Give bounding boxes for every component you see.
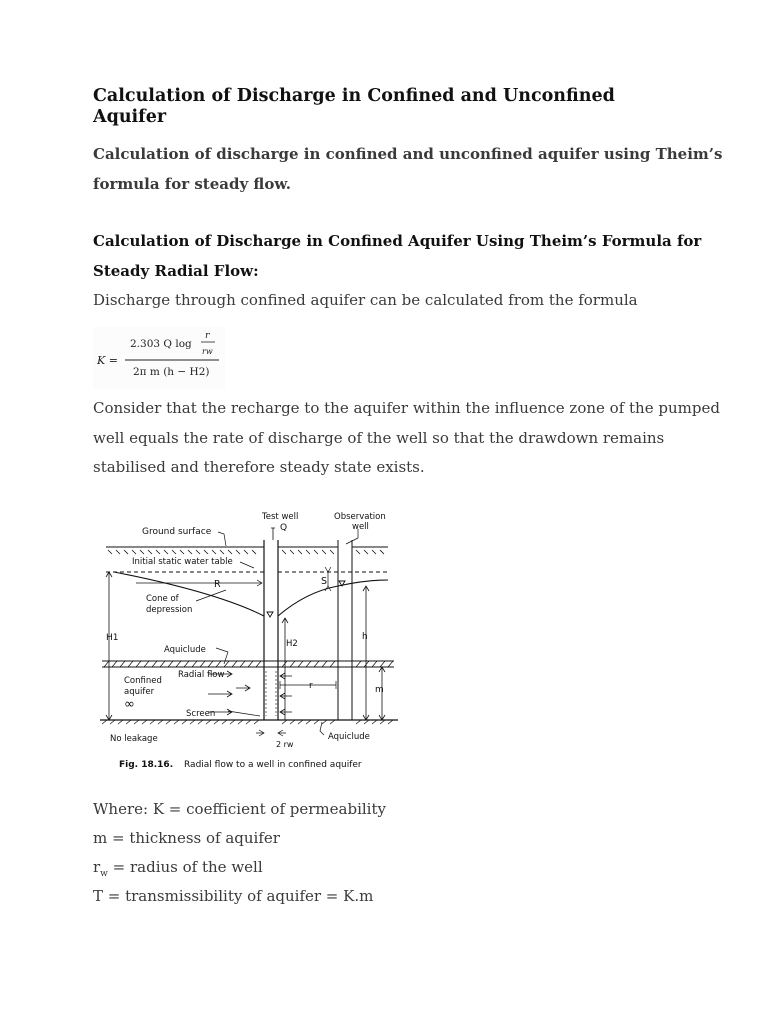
label-test-well: Test well: [262, 512, 299, 522]
label-m: m: [375, 685, 384, 695]
where-rw-sub: w: [100, 869, 108, 879]
label-h: h: [362, 632, 368, 642]
label-confined-1: Confined: [124, 676, 162, 686]
label-q: Q: [280, 523, 288, 533]
intro-text: Discharge through confined aquifer can be calculated from the formula: [93, 291, 638, 309]
label-s: S: [321, 576, 328, 587]
label-observation-1: Observation: [334, 512, 386, 522]
label-h1: H1: [106, 633, 119, 643]
body-text: Consider that the recharge to the aquifer within the influence zone of the pumped well equals the rate of discharge of the well so that the drawdown remains stabilised and therefore steady state exists.: [93, 399, 720, 476]
section-heading: Calculation of Discharge in Confined Aquifer Using Theim’s Formula for Steady Radial Flow:: [93, 232, 702, 280]
label-screen: Screen: [186, 709, 216, 719]
formula-denominator: 2π m (h − H2): [133, 366, 210, 378]
where-m: m = thickness of aquifer: [93, 829, 280, 847]
where-rw-prefix: r: [93, 858, 101, 876]
label-r-big: R: [214, 579, 221, 590]
label-radial-flow: Radial flow: [178, 670, 225, 680]
where-t: T = transmissibility of aquifer = K.m: [93, 887, 374, 905]
label-two-rw: 2 rw: [276, 740, 294, 749]
formula-numerator: 2.303 Q log: [130, 338, 192, 350]
where-rw-rest: = radius of the well: [107, 858, 263, 876]
where-rw: [93, 858, 263, 879]
subtitle: Calculation of discharge in confined and unconfined aquifer using Theim’s formula for steady flow.: [93, 145, 723, 193]
infinity-icon: ∞: [124, 697, 135, 712]
label-cone-2: depression: [146, 605, 193, 615]
radial-flow-figure: [96, 506, 406, 774]
figure-caption-text: Radial flow to a well in confined aquifer: [184, 760, 362, 770]
label-no-leakage: No leakage: [110, 734, 158, 744]
where-k: Where: K = coefficient of permeability: [93, 800, 386, 818]
label-water-table: Initial static water table: [132, 557, 233, 567]
formula-ratio-bottom: rw: [202, 347, 213, 356]
label-observation-2: well: [352, 522, 369, 532]
label-r-small: r: [309, 681, 313, 691]
formula-lhs: K =: [97, 354, 118, 367]
label-aquiclude: Aquiclude: [164, 645, 206, 655]
label-cone-1: Cone of: [146, 594, 179, 604]
label-aquiclude-bottom: Aquiclude: [328, 732, 370, 742]
permeability-formula: [93, 327, 225, 389]
figure-caption-bold: Fig. 18.16.: [119, 760, 174, 770]
label-ground-surface: Ground surface: [142, 527, 212, 537]
page-title: Calculation of Discharge in Confined and Unconfined Aquifer: [93, 86, 615, 127]
label-h2: H2: [286, 639, 298, 649]
label-confined-2: aquifer: [124, 687, 155, 697]
formula-ratio-top: r: [205, 330, 210, 341]
